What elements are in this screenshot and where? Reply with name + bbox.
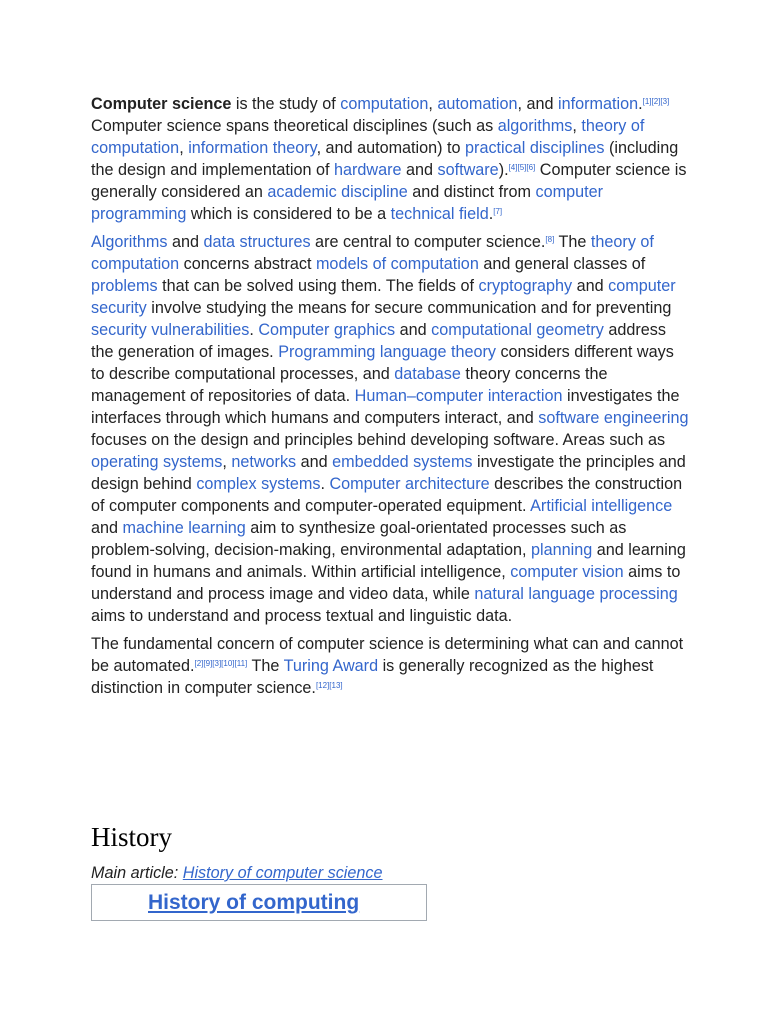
text: and <box>167 233 204 251</box>
text: is the study of <box>231 95 341 113</box>
citation-ref[interactable]: [8] <box>545 235 555 244</box>
link-artificial-intelligence[interactable]: Artificial intelligence <box>530 497 673 515</box>
link-models-of-computation[interactable]: models of computation <box>315 255 479 273</box>
link-embedded-systems[interactable]: embedded systems <box>332 453 473 471</box>
text: and <box>401 161 438 179</box>
link-computer-security[interactable]: computer security <box>91 277 676 317</box>
link-hardware[interactable]: hardware <box>333 161 402 179</box>
link-machine-learning[interactable]: machine learning <box>122 519 246 537</box>
link-academic-discipline[interactable]: academic discipline <box>267 183 408 201</box>
text: concerns abstract <box>179 255 316 273</box>
citation-ref[interactable]: [2][9][3][10][11] <box>194 659 248 668</box>
text: , <box>428 95 438 113</box>
text: The <box>554 233 591 251</box>
link-data-structures[interactable]: data structures <box>203 233 311 251</box>
fields-paragraph <box>91 231 691 627</box>
text: and general classes of <box>478 255 646 273</box>
text: . <box>320 475 330 493</box>
link-computer-vision[interactable]: computer vision <box>510 563 624 581</box>
link-cryptography[interactable]: cryptography <box>478 277 573 295</box>
link-information-theory[interactable]: information theory <box>188 139 317 157</box>
link-theory-of-computation[interactable]: theory of computation <box>91 117 645 157</box>
text: , <box>179 139 189 157</box>
link-complex-systems[interactable]: complex systems <box>196 475 321 493</box>
link-planning[interactable]: planning <box>531 541 593 559</box>
text: involve studying the means for secure communication and for preventing <box>146 299 672 317</box>
link-turing-award[interactable]: Turing Award <box>283 657 379 675</box>
link-problems[interactable]: problems <box>91 277 158 295</box>
text: The fundamental concern of computer science is determining what can and cannot be automated. <box>91 635 684 675</box>
link-theory-of-computation[interactable]: theory of computation <box>91 233 654 273</box>
link-computer-architecture[interactable]: Computer architecture <box>329 475 490 493</box>
text: is generally recognized as the highest distinction in computer science. <box>91 657 654 697</box>
text: and <box>395 321 432 339</box>
article-body <box>91 93 691 705</box>
text: , <box>572 117 582 135</box>
text: aims to understand and process textual and linguistic data. <box>91 607 513 625</box>
link-history-of-computer-science[interactable]: History of computer science <box>182 864 383 882</box>
link-computational-geometry[interactable]: computational geometry <box>431 321 604 339</box>
link-computer-programming[interactable]: computer programming <box>91 183 604 223</box>
text: aims to understand and process image and video data, while <box>91 563 681 603</box>
link-computation[interactable]: computation <box>340 95 429 113</box>
text: Computer science is generally considered an <box>91 161 687 201</box>
text: investigates the interfaces through which humans and computers interact, and <box>91 387 680 427</box>
text: , and automation) to <box>316 139 466 157</box>
citation-ref[interactable]: [4][5][6] <box>508 163 536 172</box>
link-automation[interactable]: automation <box>437 95 518 113</box>
text: ). <box>498 161 509 179</box>
citation-ref[interactable]: [7] <box>493 207 503 216</box>
hatnote-prefix: Main article: <box>91 864 183 882</box>
text: focuses on the design and principles behind developing software. Areas such as <box>91 431 666 449</box>
text: . <box>638 95 643 113</box>
text: that can be solved using them. The fields of <box>157 277 479 295</box>
link-technical-field[interactable]: technical field <box>390 205 489 223</box>
link-security-vulnerabilities[interactable]: security vulnerabilities <box>91 321 250 339</box>
text: which is considered to be a <box>186 205 391 223</box>
text: , <box>222 453 232 471</box>
text: and <box>572 277 609 295</box>
citation-ref[interactable]: [1][2][3] <box>642 97 670 106</box>
link-natural-language-processing[interactable]: natural language processing <box>474 585 678 603</box>
text: The <box>247 657 284 675</box>
text: and <box>91 519 123 537</box>
text: and distinct from <box>407 183 536 201</box>
link-networks[interactable]: networks <box>231 453 297 471</box>
link-computer-graphics[interactable]: Computer graphics <box>258 321 396 339</box>
text: address the generation of images. <box>91 321 666 361</box>
link-history-of-computing[interactable]: History of computing <box>148 891 360 914</box>
link-practical-disciplines[interactable]: practical disciplines <box>465 139 605 157</box>
text: , and <box>517 95 559 113</box>
bold-term: Computer science <box>91 95 232 113</box>
text: describes the construction of computer components and computer-operated equipment. <box>91 475 683 515</box>
text: investigate the principles and design behind <box>91 453 686 493</box>
link-software-engineering[interactable]: software engineering <box>538 409 689 427</box>
text: and learning found in humans and animals. Within artificial intelligence, <box>91 541 686 581</box>
link-operating-systems[interactable]: operating systems <box>91 453 223 471</box>
citation-ref[interactable]: [12][13] <box>315 681 343 690</box>
text: Computer science spans theoretical disciplines (such as <box>91 117 498 135</box>
link-information[interactable]: information <box>558 95 639 113</box>
text: considers different ways to describe computational processes, and <box>91 343 674 383</box>
concern-paragraph <box>91 633 691 699</box>
link-algorithms[interactable]: Algorithms <box>91 233 168 251</box>
link-programming-language-theory[interactable]: Programming language theory <box>278 343 496 361</box>
history-of-computing-box <box>91 884 427 921</box>
link-database[interactable]: database <box>394 365 461 383</box>
text: (including the design and implementation of <box>91 139 679 179</box>
link-software[interactable]: software <box>437 161 499 179</box>
text: aim to synthesize goal-orientated processes such as problem-solving, decision-making, environmental adaptation, <box>91 519 627 559</box>
main-article-hatnote <box>91 862 383 884</box>
link-algorithms[interactable]: algorithms <box>497 117 573 135</box>
section-heading-history: History <box>91 822 172 852</box>
text: . <box>249 321 259 339</box>
text: and <box>296 453 333 471</box>
text: theory concerns the management of repositories of data. <box>91 365 608 405</box>
intro-paragraph <box>91 93 691 225</box>
link-human-computer-interaction[interactable]: Human–computer interaction <box>354 387 563 405</box>
text: . <box>488 205 494 223</box>
text: are central to computer science. <box>310 233 546 251</box>
